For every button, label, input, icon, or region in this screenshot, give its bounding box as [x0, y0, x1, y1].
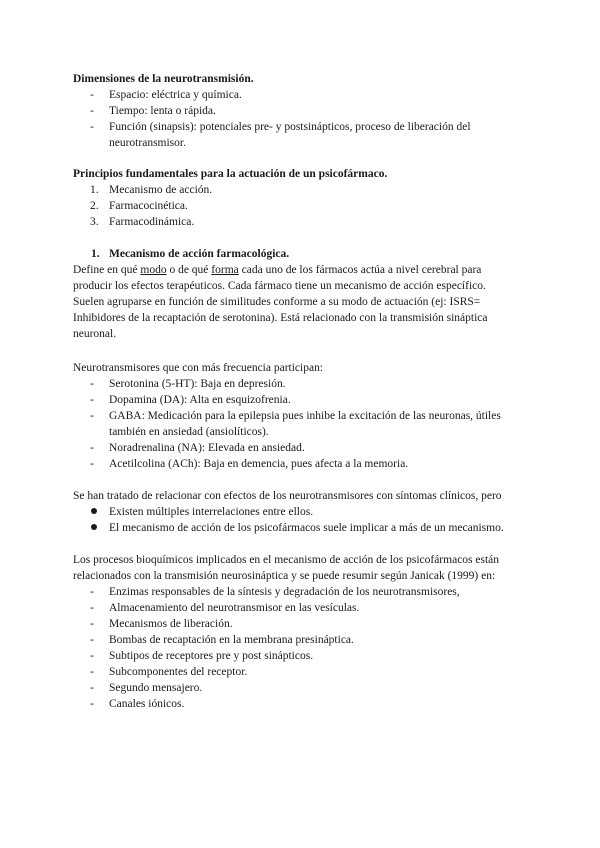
bullet-dot-icon: [91, 508, 97, 514]
list-item: - Segundo mensajero.: [90, 682, 203, 694]
numbered-item: 2. Farmacocinética.: [90, 200, 188, 212]
list-item: - Espacio: eléctrica y química.: [90, 89, 242, 101]
bullet-item: Existen múltiples interrelaciones entre ellos.: [90, 504, 525, 520]
numbered-item: 3. Farmacodinámica.: [90, 216, 195, 228]
bullet-dot-icon: [91, 524, 97, 530]
list-item: - Canales iónicos.: [90, 698, 185, 710]
section-heading-principios: Principios fundamentales para la actuación de un psicofármaco.: [73, 168, 388, 180]
list-item: - GABA: Medicación para la epilepsia pues inhibe la excitación de las neuronas, útiles también en ansiedad (ansiolíticos).: [90, 410, 501, 438]
list-item: - Subcomponentes del receptor.: [90, 666, 248, 678]
list-item: - Bombas de recaptación en la membrana presináptica.: [90, 634, 354, 646]
definition-paragraph: Define en qué modo o de qué forma cada uno de los fármacos actúa a nivel cerebral para producir los efectos terapéuticos. Cada fármaco tiene un mecanismo de acción específico. Suelen agruparse en función de similitudes conforme a su modo de actuación (ej: ISRS= Inhibidores de la recaptación de serotonina). Está relacionado con la transmisión sináptica neuronal.: [73, 264, 488, 340]
neurotransmitters-intro: Neurotransmisores que con más frecuencia participan:: [73, 362, 324, 374]
section-heading-neurotransmision: Dimensiones de la neurotransmisión.: [73, 73, 254, 85]
list-item: - Tiempo: lenta o rápida.: [90, 105, 216, 117]
processes-intro: Los procesos bioquímicos implicados en el mecanismo de acción de los psicofármacos están relacionados con la transmisión neurosináptica y se puede resumir según Janicak (1999) en:: [73, 554, 500, 582]
list-item: - Enzimas responsables de la síntesis y degradación de los neurotransmisores,: [90, 586, 460, 598]
section-heading-mecanismo: 1. Mecanismo de acción farmacológica.: [91, 248, 290, 260]
list-item: - Acetilcolina (ACh): Baja en demencia, pues afecta a la memoria.: [90, 458, 409, 470]
list-item: - Serotonina (5-HT): Baja en depresión.: [90, 378, 286, 390]
list-item: - Dopamina (DA): Alta en esquizofrenia.: [90, 394, 291, 406]
list-item: - Subtipos de receptores pre y post sinápticos.: [90, 650, 314, 662]
underlined-word: forma: [211, 264, 239, 276]
bullet-item: El mecanismo de acción de los psicofármacos suele implicar a más de un mecanismo.: [90, 520, 540, 536]
list-item: - Función (sinapsis): potenciales pre- y postsinápticos, proceso de liberación del neurotransmisor.: [90, 121, 471, 149]
list-item: - Almacenamiento del neurotransmisor en las vesículas.: [90, 602, 360, 614]
list-item: - Noradrenalina (NA): Elevada en ansiedad.: [90, 442, 305, 454]
numbered-item: 1. Mecanismo de acción.: [90, 184, 213, 196]
underlined-word: modo: [140, 264, 167, 276]
clinical-intro: Se han tratado de relacionar con efectos de los neurotransmisores con síntomas clínicos, pero: [73, 490, 502, 502]
list-item: - Mecanismos de liberación.: [90, 618, 233, 630]
